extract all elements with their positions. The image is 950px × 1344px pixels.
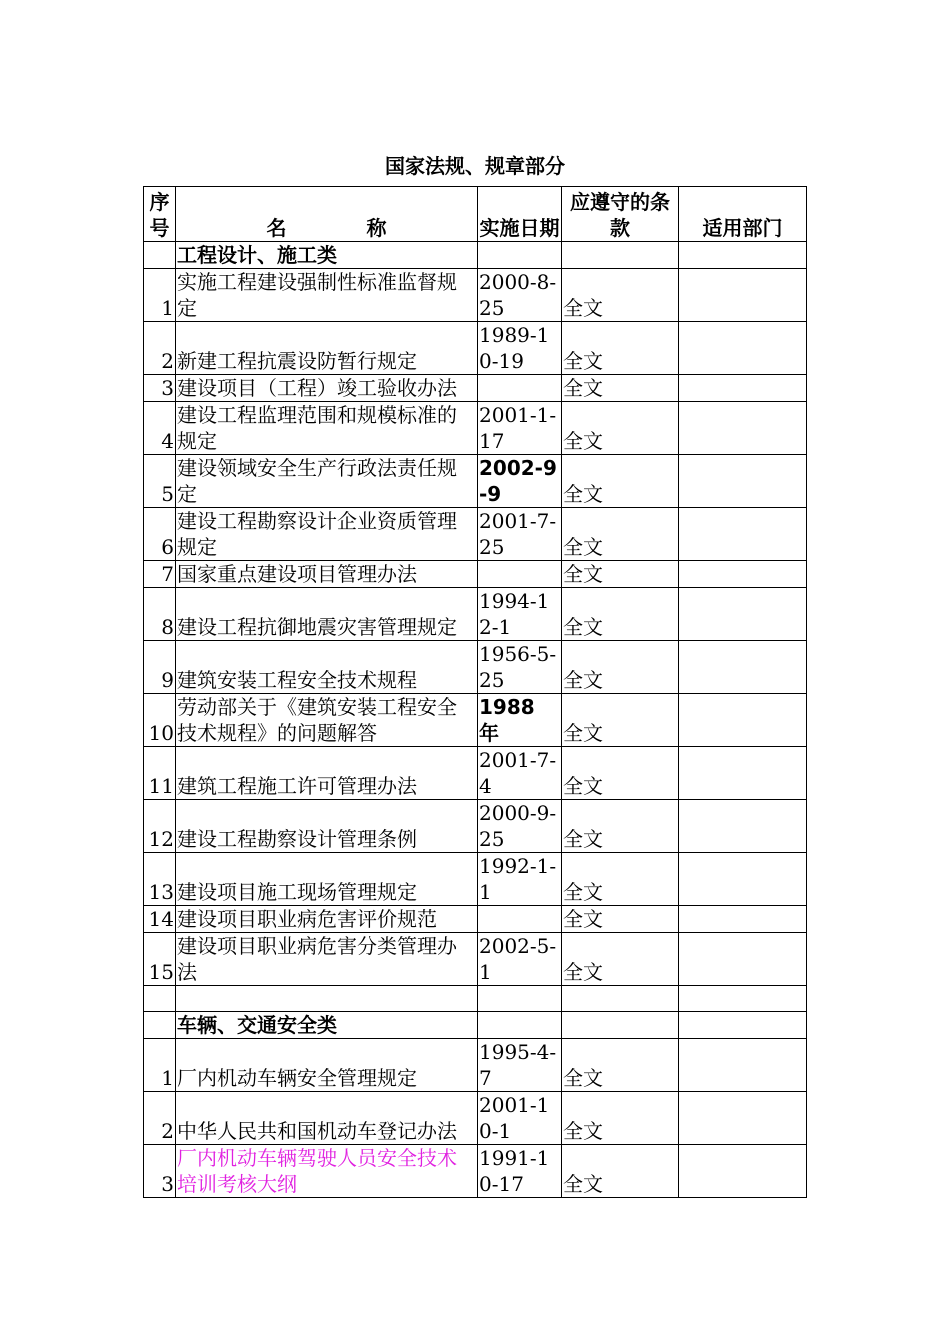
row-clause: 全文 — [562, 375, 679, 402]
header-name-part-b: 称 — [366, 216, 387, 240]
table-row — [144, 375, 807, 402]
section-heading-row — [144, 1012, 807, 1039]
section-no-cell — [144, 1012, 176, 1039]
row-name: 新建工程抗震设防暂行规定 — [176, 322, 478, 375]
section-dept-cell — [679, 242, 807, 269]
row-name: 建设工程勘察设计管理条例 — [176, 800, 478, 853]
row-dept — [679, 933, 807, 986]
row-date: 1995-4-7 — [478, 1039, 562, 1092]
row-date: 2001-7-25 — [478, 508, 562, 561]
table-row — [144, 455, 807, 508]
row-date: 2000-8-25 — [478, 269, 562, 322]
row-name: 建筑工程施工许可管理办法 — [176, 747, 478, 800]
row-clause: 全文 — [562, 906, 679, 933]
spacer-cell — [176, 986, 478, 1012]
row-dept — [679, 508, 807, 561]
header-dept: 适用部门 — [679, 187, 807, 242]
row-dept — [679, 747, 807, 800]
row-name: 厂内机动车辆安全管理规定 — [176, 1039, 478, 1092]
table-row — [144, 853, 807, 906]
table-row — [144, 694, 807, 747]
row-no: 7 — [144, 561, 176, 588]
row-clause: 全文 — [562, 508, 679, 561]
row-name: 实施工程建设强制性标准监督规定 — [176, 269, 478, 322]
header-clause: 应遵守的条款 — [562, 187, 679, 242]
row-dept — [679, 1145, 807, 1198]
row-no: 2 — [144, 322, 176, 375]
row-dept — [679, 588, 807, 641]
row-date: 1991-10-17 — [478, 1145, 562, 1198]
row-dept — [679, 641, 807, 694]
row-dept — [679, 853, 807, 906]
row-name: 国家重点建设项目管理办法 — [176, 561, 478, 588]
row-clause: 全文 — [562, 588, 679, 641]
row-name: 劳动部关于《建筑安装工程安全技术规程》的问题解答 — [176, 694, 478, 747]
row-name: 建设领域安全生产行政法责任规定 — [176, 455, 478, 508]
row-name: 建设工程监理范围和规模标准的规定 — [176, 402, 478, 455]
row-dept — [679, 1092, 807, 1145]
spacer-cell — [562, 986, 679, 1012]
row-dept — [679, 906, 807, 933]
row-no: 14 — [144, 906, 176, 933]
row-date: 2001-10-1 — [478, 1092, 562, 1145]
row-name: 厂内机动车辆驾驶人员安全技术培训考核大纲 — [176, 1145, 478, 1198]
row-name: 建设项目（工程）竣工验收办法 — [176, 375, 478, 402]
row-name: 建设项目施工现场管理规定 — [176, 853, 478, 906]
row-no: 10 — [144, 694, 176, 747]
row-date — [478, 561, 562, 588]
row-no: 15 — [144, 933, 176, 986]
row-no: 3 — [144, 375, 176, 402]
row-date — [478, 375, 562, 402]
row-name: 建筑安装工程安全技术规程 — [176, 641, 478, 694]
section-heading-row — [144, 242, 807, 269]
row-dept — [679, 375, 807, 402]
row-dept — [679, 694, 807, 747]
section-date-cell — [478, 1012, 562, 1039]
header-no: 序号 — [144, 187, 176, 242]
header-name — [176, 187, 478, 242]
section-dept-cell — [679, 1012, 807, 1039]
section-heading: 工程设计、施工类 — [176, 242, 478, 269]
table-row — [144, 747, 807, 800]
table-row — [144, 588, 807, 641]
row-date: 2001-7-4 — [478, 747, 562, 800]
row-name: 建设工程勘察设计企业资质管理规定 — [176, 508, 478, 561]
header-date: 实施日期 — [478, 187, 562, 242]
row-dept — [679, 322, 807, 375]
section-heading: 车辆、交通安全类 — [176, 1012, 478, 1039]
spacer-cell — [144, 986, 176, 1012]
row-name: 建设项目职业病危害分类管理办法 — [176, 933, 478, 986]
table-row — [144, 800, 807, 853]
spacer-cell — [679, 986, 807, 1012]
row-no: 1 — [144, 1039, 176, 1092]
row-clause: 全文 — [562, 853, 679, 906]
row-no: 5 — [144, 455, 176, 508]
table-row — [144, 906, 807, 933]
row-clause: 全文 — [562, 1039, 679, 1092]
section-clause-cell — [562, 242, 679, 269]
row-no: 13 — [144, 853, 176, 906]
row-dept — [679, 402, 807, 455]
row-no: 2 — [144, 1092, 176, 1145]
row-clause: 全文 — [562, 402, 679, 455]
row-clause: 全文 — [562, 933, 679, 986]
row-no: 6 — [144, 508, 176, 561]
row-no: 8 — [144, 588, 176, 641]
row-name: 建设项目职业病危害评价规范 — [176, 906, 478, 933]
table-row — [144, 1092, 807, 1145]
row-dept — [679, 800, 807, 853]
row-no: 4 — [144, 402, 176, 455]
row-clause: 全文 — [562, 800, 679, 853]
table-header-row — [144, 187, 807, 242]
row-clause: 全文 — [562, 641, 679, 694]
row-clause: 全文 — [562, 322, 679, 375]
table-row — [144, 1039, 807, 1092]
row-date: 2002-9-9 — [478, 455, 562, 508]
table-row — [144, 561, 807, 588]
row-no: 3 — [144, 1145, 176, 1198]
spacer-row — [144, 986, 807, 1012]
table-row — [144, 1145, 807, 1198]
row-date: 2000-9-25 — [478, 800, 562, 853]
row-clause: 全文 — [562, 269, 679, 322]
row-clause: 全文 — [562, 561, 679, 588]
section-date-cell — [478, 242, 562, 269]
row-dept — [679, 561, 807, 588]
row-clause: 全文 — [562, 747, 679, 800]
row-date: 2001-1-17 — [478, 402, 562, 455]
row-date: 1992-1-1 — [478, 853, 562, 906]
row-clause: 全文 — [562, 455, 679, 508]
row-date: 1956-5-25 — [478, 641, 562, 694]
table-row — [144, 641, 807, 694]
header-name-part-a: 名 — [266, 216, 287, 240]
spacer-cell — [478, 986, 562, 1012]
row-date: 1988 年 — [478, 694, 562, 747]
row-no: 1 — [144, 269, 176, 322]
table-body — [144, 242, 807, 1198]
row-clause: 全文 — [562, 1092, 679, 1145]
table-row — [144, 508, 807, 561]
row-date: 1994-12-1 — [478, 588, 562, 641]
table-row — [144, 322, 807, 375]
section-no-cell — [144, 242, 176, 269]
row-date: 2002-5-1 — [478, 933, 562, 986]
table-row — [144, 269, 807, 322]
section-clause-cell — [562, 1012, 679, 1039]
row-dept — [679, 269, 807, 322]
row-dept — [679, 1039, 807, 1092]
row-no: 12 — [144, 800, 176, 853]
row-name: 中华人民共和国机动车登记办法 — [176, 1092, 478, 1145]
row-no: 11 — [144, 747, 176, 800]
table-row — [144, 933, 807, 986]
row-date: 1989-10-19 — [478, 322, 562, 375]
document-title: 国家法规、规章部分 — [385, 154, 565, 178]
row-name: 建设工程抗御地震灾害管理规定 — [176, 588, 478, 641]
row-dept — [679, 455, 807, 508]
regulations-table — [143, 186, 807, 1198]
row-date — [478, 906, 562, 933]
row-clause: 全文 — [562, 694, 679, 747]
row-clause: 全文 — [562, 1145, 679, 1198]
table-row — [144, 402, 807, 455]
row-no: 9 — [144, 641, 176, 694]
